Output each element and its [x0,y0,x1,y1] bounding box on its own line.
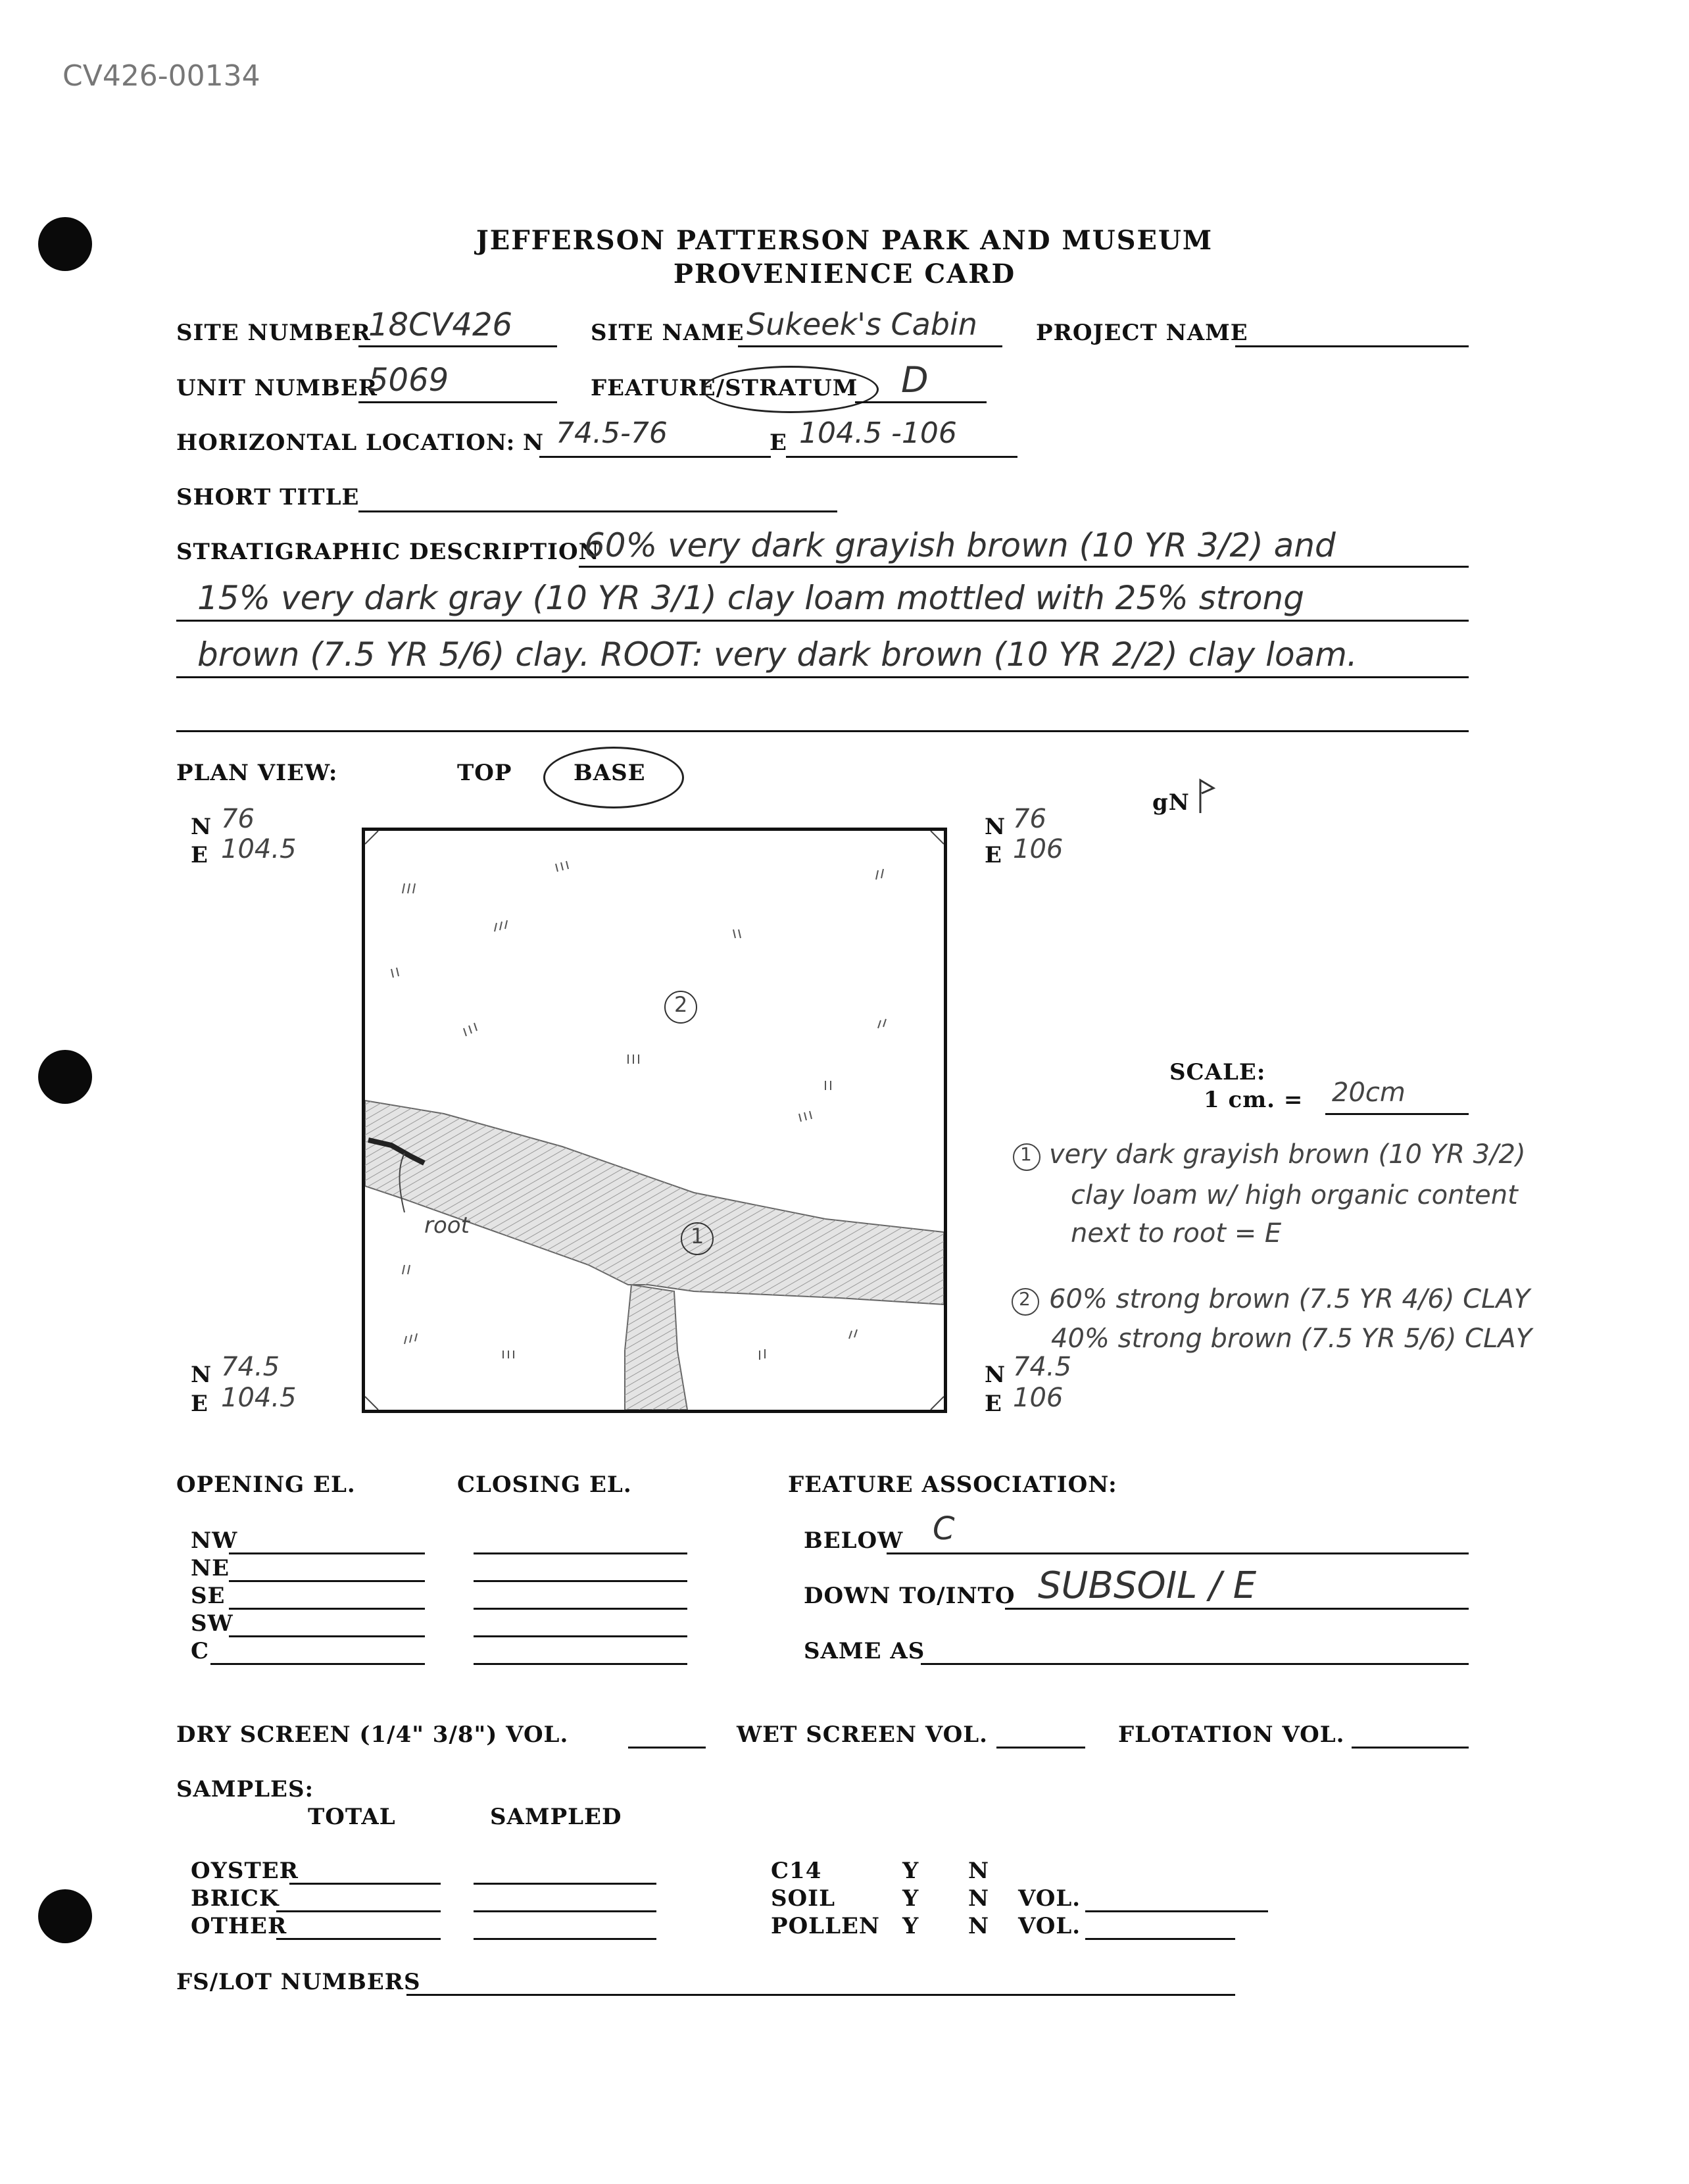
feature-stratum-label: FEATURE/STRATUM [591,375,858,401]
pollen-label: POLLEN [771,1913,880,1939]
samples-label: SAMPLES: [176,1776,314,1802]
opening-sw-field[interactable] [229,1635,425,1637]
pollen-y-option[interactable]: Y [902,1913,919,1939]
below-value[interactable]: C [933,1510,955,1547]
short-title-line [358,510,837,512]
closing-nw-field[interactable] [474,1552,687,1554]
elev-se-label: SE [191,1583,226,1609]
down-to-label: DOWN TO/INTO [804,1583,1016,1609]
closing-se-field[interactable] [474,1608,687,1610]
sample-oyster-label: OYSTER [191,1858,299,1884]
soil-n-option[interactable]: N [968,1885,990,1912]
scale-unit: 1 cm. = [1204,1087,1304,1113]
strat-desc-text-1[interactable]: 60% very dark grayish brown (10 YR 3/2) and [584,526,1336,564]
elev-ne-label: NE [191,1555,230,1581]
soil-label: SOIL [771,1885,835,1912]
flotation-label: FLOTATION VOL. [1118,1722,1345,1748]
pollen-vol-field[interactable] [1085,1938,1235,1940]
corner-ne-e-value: 106 [1013,834,1064,864]
dry-screen-label: DRY SCREEN (1/4" 3/8") VOL. [176,1722,569,1748]
short-title-label: SHORT TITLE [176,484,360,510]
site-name-label: SITE NAME [591,320,745,346]
north-arrow-icon [1194,776,1220,816]
card-title: JEFFERSON PATTERSON PARK AND MUSEUM [476,225,1213,256]
e-value[interactable]: 104.5 -106 [799,416,957,450]
closing-c-field[interactable] [474,1663,687,1665]
strat-desc-label: STRATIGRAPHIC DESCRIPTION [176,539,600,565]
soil-vol-field[interactable] [1085,1910,1268,1912]
dry-screen-field[interactable] [628,1747,706,1749]
legend-2-line-1: 60% strong brown (7.5 YR 4/6) CLAY [1049,1284,1530,1314]
elev-sw-label: SW [191,1610,233,1637]
site-name-line [738,345,1002,347]
corner-sw-e-value: 104.5 [221,1383,297,1413]
c14-y-option[interactable]: Y [902,1858,919,1884]
wet-screen-field[interactable] [996,1747,1085,1749]
pollen-n-option[interactable]: N [968,1913,990,1939]
feature-stratum-value[interactable]: D [901,359,929,401]
binder-hole [38,1050,92,1104]
closing-ne-field[interactable] [474,1580,687,1582]
zone-1-label: 1 [691,1224,704,1249]
document-id: CV426-00134 [62,59,260,93]
n-line [539,456,771,458]
strat-desc-text-2[interactable]: 15% very dark gray (10 YR 3/1) clay loam mottled with 25% strong [197,579,1304,617]
corner-ne-e-label: E [985,842,1002,868]
closing-sw-field[interactable] [474,1635,687,1637]
same-as-label: SAME AS [804,1638,925,1664]
site-name-value[interactable]: Sukeek's Cabin [747,307,977,342]
unit-number-line [358,401,557,403]
corner-sw-n-label: N [191,1362,212,1388]
strat-desc-line-2 [176,620,1469,622]
strat-desc-line-4 [176,730,1469,732]
legend-1-line-2: clay loam w/ high organic content [1071,1180,1518,1210]
opening-el-label: OPENING EL. [176,1472,356,1498]
strat-desc-line-1 [579,566,1469,568]
plan-sketch-svg [365,831,944,1410]
fs-lot-field[interactable] [406,1994,1235,1996]
elev-c-label: C [191,1638,210,1664]
other-total-field[interactable] [276,1938,441,1940]
brick-total-field[interactable] [276,1910,441,1912]
e-line [786,456,1017,458]
oyster-total-field[interactable] [289,1883,441,1885]
n-value[interactable]: 74.5-76 [556,416,668,450]
opening-c-field[interactable] [210,1663,425,1665]
zone-2-label: 2 [674,992,688,1017]
scale-value[interactable]: 20cm [1332,1078,1406,1108]
feature-association-label: FEATURE ASSOCIATION: [788,1472,1117,1498]
legend-1-line-3: next to root = E [1071,1218,1282,1249]
opening-ne-field[interactable] [229,1580,425,1582]
soil-vol-label: VOL. [1018,1885,1081,1912]
corner-nw-e-value: 104.5 [221,834,297,864]
site-number-value[interactable]: 18CV426 [368,307,513,343]
horizontal-location-label: HORIZONTAL LOCATION: [176,430,516,456]
stratum-circle-mark [702,366,879,413]
below-label: BELOW [804,1527,904,1554]
grid-north-label: gN [1152,789,1190,816]
site-number-label: SITE NUMBER [176,320,371,346]
unit-number-value[interactable]: 5069 [368,362,449,399]
card-subtitle: PROVENIENCE CARD [673,259,1016,289]
corner-ne-n-label: N [985,814,1006,840]
pollen-vol-label: VOL. [1018,1913,1081,1939]
corner-nw-e-label: E [191,842,208,868]
corner-se-e-value: 106 [1013,1383,1064,1413]
scale-label: SCALE: [1169,1059,1266,1085]
n-label: N [523,430,545,456]
corner-nw-n-value: 76 [221,804,255,834]
samples-total-label: TOTAL [308,1804,396,1830]
legend-2-number: 2 [1019,1288,1031,1310]
c14-label: C14 [771,1858,822,1884]
plan-view-top-option[interactable]: TOP [457,760,512,786]
sample-other-label: OTHER [191,1913,287,1939]
scale-line [1325,1113,1469,1115]
brick-sampled-field[interactable] [474,1910,656,1912]
fs-lot-label: FS/LOT NUMBERS [176,1969,421,1995]
down-to-value[interactable]: SUBSOIL / E [1038,1564,1257,1607]
elev-nw-label: NW [191,1527,238,1554]
binder-hole [38,1889,92,1943]
opening-se-field[interactable] [229,1608,425,1610]
flotation-field[interactable] [1352,1747,1469,1749]
oyster-sampled-field[interactable] [474,1883,656,1885]
samples-sampled-label: SAMPLED [490,1804,622,1830]
strat-desc-line-3 [176,676,1469,678]
corner-nw-n-label: N [191,814,212,840]
sample-brick-label: BRICK [191,1885,280,1912]
strat-desc-text-3[interactable]: brown (7.5 YR 5/6) clay. ROOT: very dark brown (10 YR 2/2) clay loam. [197,635,1358,674]
project-name-line [1235,345,1469,347]
e-label: E [770,430,787,456]
wet-screen-label: WET SCREEN VOL. [737,1722,988,1748]
down-to-line [1005,1608,1469,1610]
closing-el-label: CLOSING EL. [457,1472,632,1498]
corner-se-e-label: E [985,1391,1002,1417]
legend-1-number: 1 [1020,1143,1032,1165]
same-as-line [921,1663,1469,1665]
project-name-label: PROJECT NAME [1036,320,1248,346]
below-line [887,1552,1469,1554]
legend-1-line-1: very dark grayish brown (10 YR 3/2) [1049,1139,1526,1170]
c14-n-option[interactable]: N [968,1858,990,1884]
legend-2-line-2: 40% strong brown (7.5 YR 5/6) CLAY [1051,1324,1532,1354]
root-label: root [424,1212,470,1239]
other-sampled-field[interactable] [474,1938,656,1940]
unit-number-label: UNIT NUMBER [176,375,378,401]
corner-sw-n-value: 74.5 [221,1352,280,1382]
plan-view-base-option[interactable]: BASE [574,760,646,786]
corner-ne-n-value: 76 [1013,804,1046,834]
feature-stratum-line [855,401,987,403]
opening-nw-field[interactable] [229,1552,425,1554]
plan-view-drawing [362,828,947,1413]
plan-view-label: PLAN VIEW: [176,760,338,786]
site-number-line [358,345,557,347]
corner-sw-e-label: E [191,1391,208,1417]
corner-se-n-label: N [985,1362,1006,1388]
soil-y-option[interactable]: Y [902,1885,919,1912]
corner-se-n-value: 74.5 [1013,1352,1072,1382]
